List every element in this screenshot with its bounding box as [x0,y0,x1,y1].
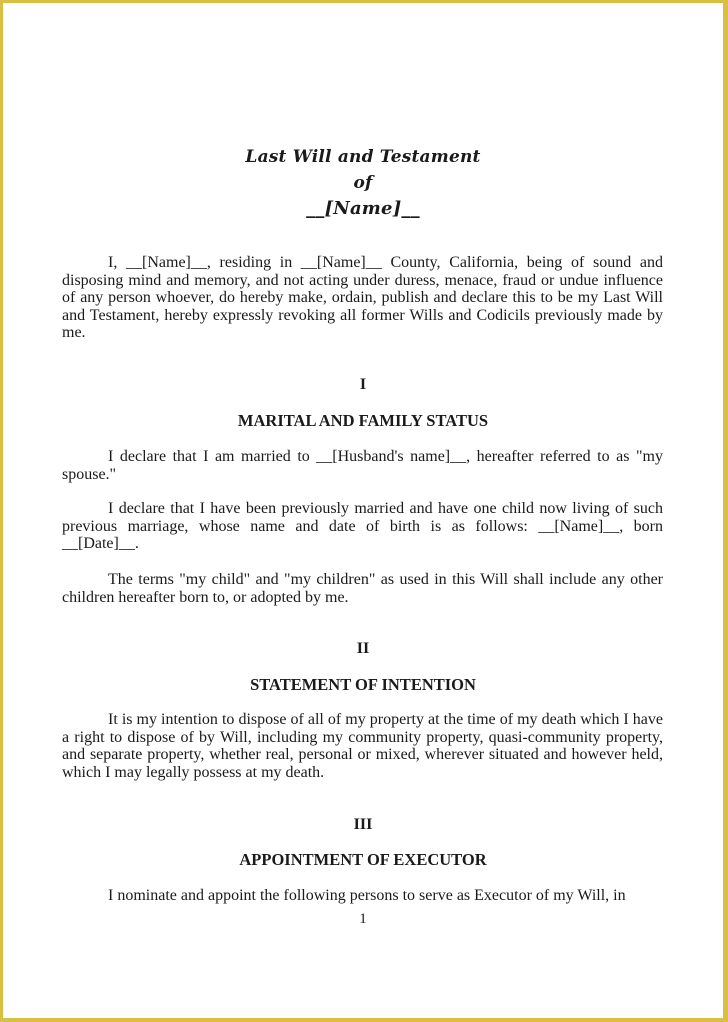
section-heading-1: MARITAL AND FAMILY STATUS [237,411,489,430]
paragraph-text: It is my intention to dispose of all of my property at the time of my death which I have a right to dispose of by Will, including my community property, quasi-community property, and separate property, whether real, personal or mixed, wherever situated and however held, which I may legally possess at my death. [62,711,663,781]
intro-text: I, __[Name]__, residing in __[Name]__ County, California, being of sound and disposing mind and memory, and not acting under duress, menace, fraud or undue influence of any person whoever, do hereby make, ordain, publish and declare this to be my Last Will and Testament, hereby expressly revoking all former Wills and Codicils previously made by me. [62,254,663,342]
section-2-paragraph-1 [62,711,663,781]
section-numeral-2: II [356,640,370,657]
section-1-paragraph-3 [62,571,663,606]
section-1-paragraph-1 [62,448,663,483]
paragraph-text: The terms "my child" and "my children" as used in this Will shall include any other children hereafter born to, or adopted by me. [62,571,663,606]
document-title-of: of [353,173,373,193]
intro-paragraph [62,254,663,342]
section-heading-3: APPOINTMENT OF EXECUTOR [239,850,487,869]
page-number: 1 [359,911,367,927]
section-3-paragraph-1 [62,887,663,905]
section-1-paragraph-2 [62,500,663,553]
document-title: Last Will and Testament [245,147,481,167]
section-heading-2: STATEMENT OF INTENTION [250,675,476,694]
section-numeral-3: III [353,816,373,833]
paragraph-text: I nominate and appoint the following persons to serve as Executor of my Will, in [108,887,626,904]
document-title-name: __[Name]__ [306,198,420,219]
paragraph-text: I declare that I am married to __[Husband's name]__, hereafter referred to as "my spouse." [62,448,663,483]
document-page [3,3,723,1018]
paragraph-text: I declare that I have been previously married and have one child now living of such previous marriage, whose name and date of birth is as follows: __[Name]__, born __[Date]__. [62,500,663,553]
section-numeral-1: I [359,376,367,393]
